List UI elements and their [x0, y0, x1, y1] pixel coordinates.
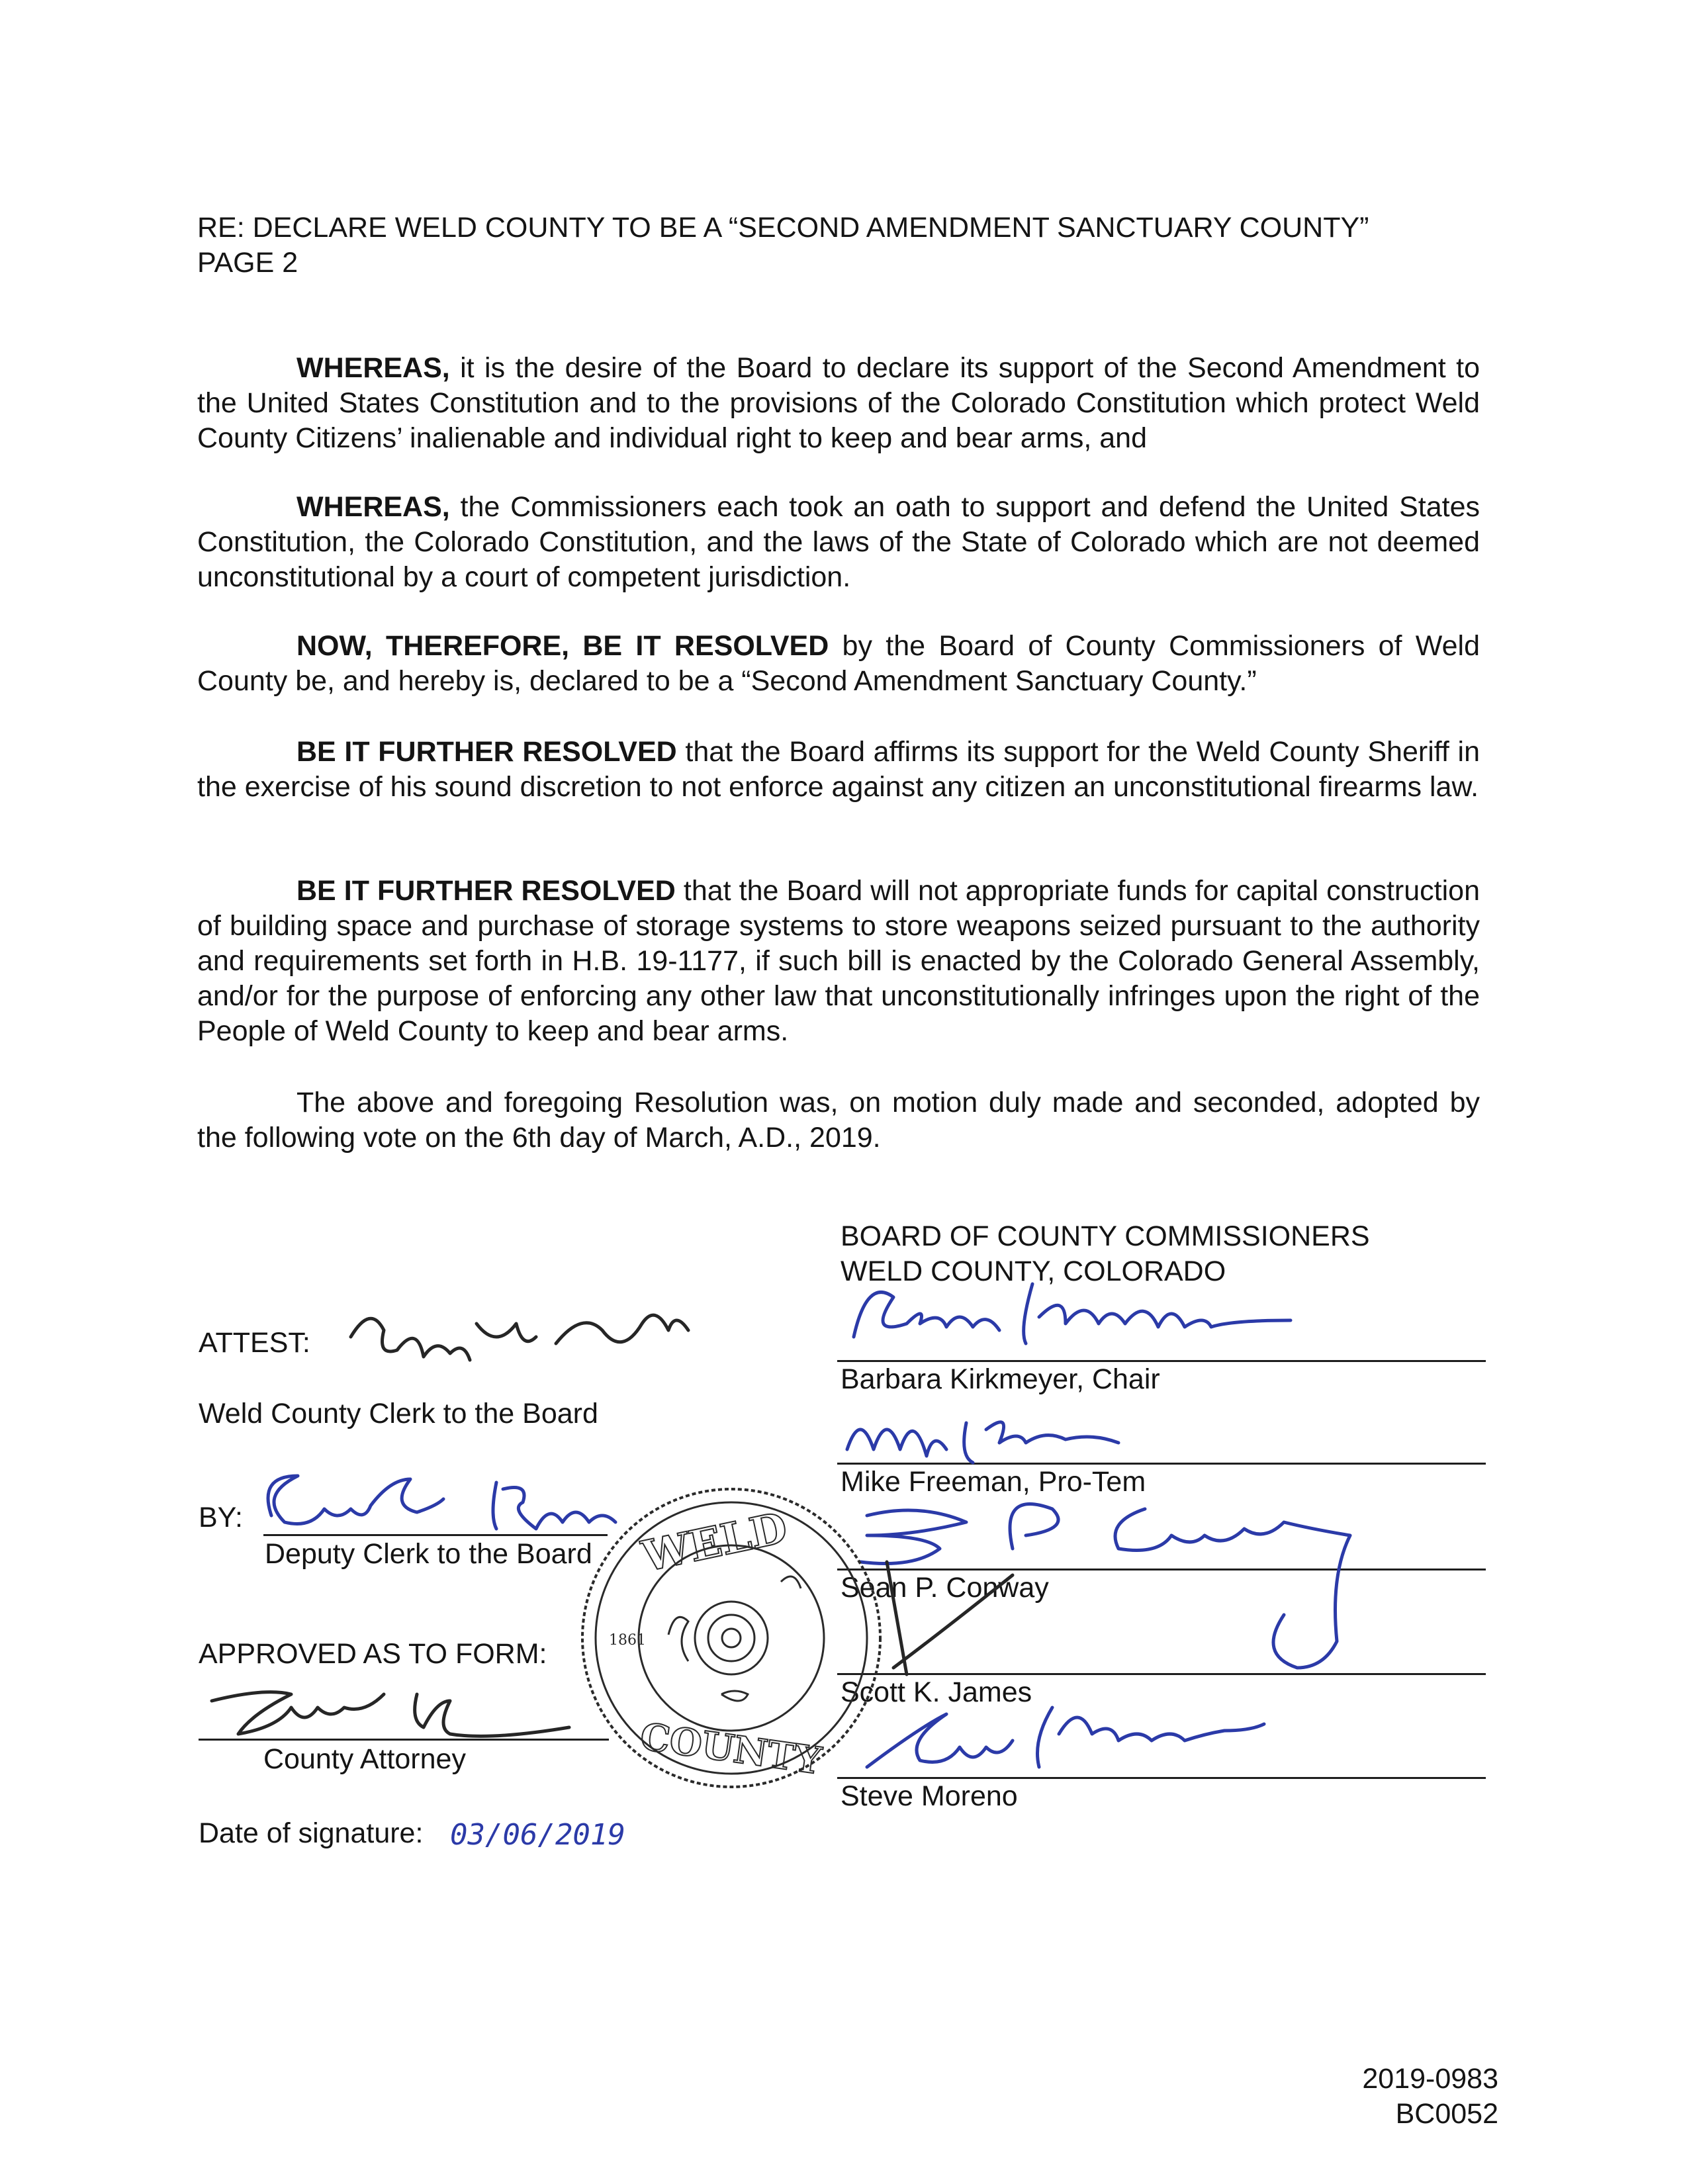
svg-text:1861: 1861 — [609, 1632, 646, 1649]
member-name-james: Scott K. James — [841, 1676, 1032, 1708]
paragraph-resolved — [197, 629, 1480, 699]
date-value: 03/06/2019 — [450, 1818, 625, 1852]
approved-label: APPROVED AS TO FORM: — [199, 1638, 547, 1670]
board-title-line1: BOARD OF COUNTY COMMISSIONERS — [841, 1220, 1370, 1252]
paragraph-lead: BE IT FURTHER RESOLVED — [296, 875, 676, 907]
document-code: BC0052 — [1395, 2098, 1498, 2130]
svg-text:WELD: WELD — [638, 1502, 792, 1582]
paragraph-whereas-2 — [197, 490, 1480, 595]
paragraph-lead: WHEREAS, — [296, 352, 450, 384]
paragraph-vote — [197, 1085, 1480, 1156]
paragraph-lead: BE IT FURTHER RESOLVED — [296, 736, 677, 768]
member-name-conway: Sean P. Conway — [841, 1572, 1049, 1604]
member-name-pro-tem: Mike Freeman, Pro-Tem — [841, 1466, 1146, 1498]
conway-signature — [847, 1489, 1443, 1701]
document-numbers — [1362, 2062, 1498, 2132]
date-label: Date of signature: — [199, 1817, 424, 1849]
attest-label: ATTEST: — [199, 1327, 310, 1359]
paragraph-text: it is the desire of the Board to declare its support of the Second Amendment to the United States Constitution and to the provisions of the Colorado Constitution which protect Weld County Citizens’ inalienable and individual right to keep and bear arms, and — [197, 352, 1480, 454]
paragraph-text: that the Board affirms its support for the Weld County Sheriff in the exercise of his sound discretion to not enforce against any citizen an unconstitutional firearms law. — [197, 736, 1480, 803]
clerk-title: Weld County Clerk to the Board — [199, 1398, 598, 1430]
paragraph-lead: NOW, THEREFORE, BE IT RESOLVED — [296, 630, 829, 662]
paragraph-text: that the Board will not appropriate funds for capital construction of building space and purchase of storage systems to store weapons seized pursuant to the authority and requirements set forth in H.B. 19-1177, if such bill is enacted by the Colorado General Assembly, and/or for the purpose of enforcing any other law that unconstitutionally infringes upon the right of the People of Weld County to keep and bear arms. — [197, 875, 1480, 1047]
paragraph-further-resolved-2 — [197, 874, 1480, 1049]
moreno-signature — [860, 1694, 1337, 1780]
paragraph-further-resolved-1 — [197, 735, 1480, 805]
paragraph-text: the Commissioners each took an oath to support and defend the United States Constitution, the Colorado Constitution, and the laws of the State of Colorado which are not deemed unconstitutional by a court of competent jurisdiction. — [197, 491, 1480, 593]
attorney-signature — [199, 1681, 609, 1747]
pro-tem-signature — [841, 1403, 1145, 1476]
page-number: PAGE 2 — [197, 247, 298, 279]
document-number: 2019-0983 — [1362, 2063, 1498, 2095]
paragraph-text: The above and foregoing Resolution was, on motion duly made and seconded, adopted by the following vote on the 6th day of March, A.D., 2019. — [197, 1087, 1480, 1154]
board-title-line2: WELD COUNTY, COLORADO — [841, 1255, 1226, 1287]
member-name-moreno: Steve Moreno — [841, 1780, 1018, 1812]
attorney-title: County Attorney — [263, 1743, 466, 1775]
clerk-signature — [338, 1297, 708, 1377]
member-name-chair: Barbara Kirkmeyer, Chair — [841, 1363, 1160, 1395]
weld-county-seal — [576, 1482, 887, 1794]
paragraph-whereas-1 — [197, 351, 1480, 456]
re-line: RE: DECLARE WELD COUNTY TO BE A “SECOND AMENDMENT SANCTUARY COUNTY” — [197, 212, 1369, 244]
deputy-title: Deputy Clerk to the Board — [265, 1538, 592, 1570]
document-header — [197, 210, 1521, 281]
paragraph-lead: WHEREAS, — [296, 491, 450, 523]
chair-signature — [827, 1271, 1343, 1357]
paragraph-text: by the Board of County Commissioners of Weld County be, and hereby is, declared to be a “Second Amendment Sanctuary County.” — [197, 630, 1480, 697]
by-label: BY: — [199, 1502, 243, 1533]
svg-text:COUNTY: COUNTY — [637, 1714, 824, 1784]
